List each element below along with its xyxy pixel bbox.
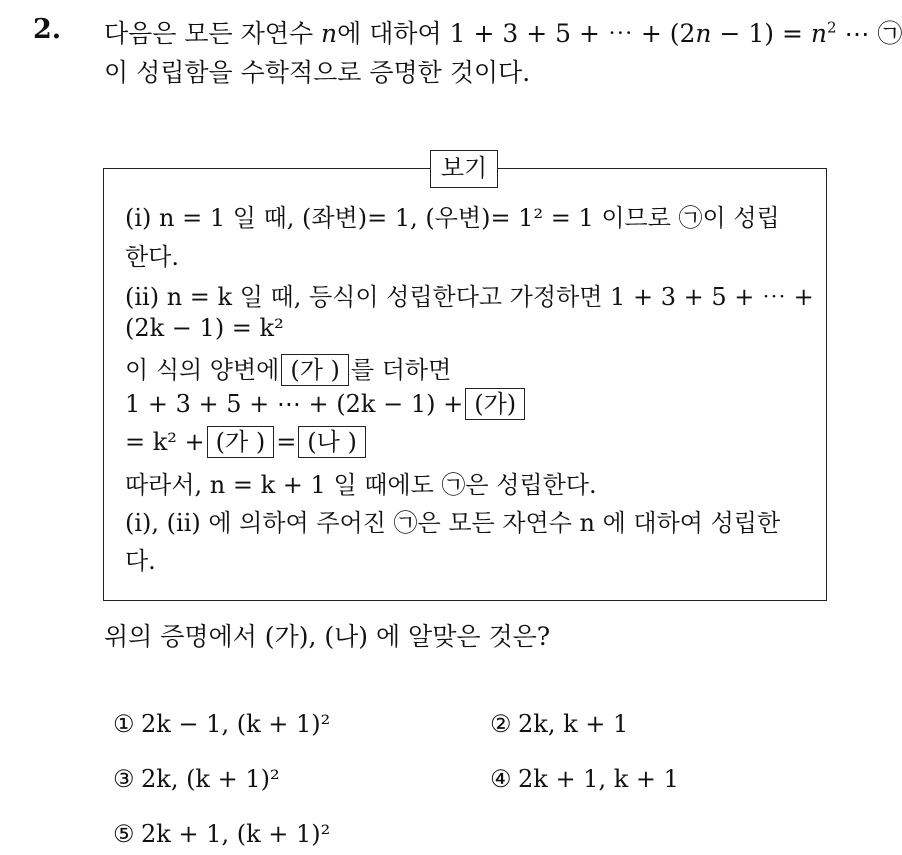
blank-na: (나 ): [298, 426, 366, 458]
proof-line-7: [125, 426, 368, 458]
choice-2-mark: ②: [490, 710, 512, 738]
proof-line-1: (i) n = 1 일 때, (좌변)= 1, (우변)= 1² = 1 이므로 ㉠이 성립: [125, 204, 780, 232]
proof-line-8: 따라서, n = k + 1 일 때에도 ㉠은 성립한다.: [125, 471, 597, 499]
proof-line-7-text-b: =: [276, 428, 297, 456]
question-prompt: 위의 증명에서 (가), (나) 에 알맞은 것은?: [104, 622, 551, 651]
blank-ga-2: (가): [465, 388, 525, 420]
stem-text-c: − 1) =: [711, 19, 811, 48]
choice-2[interactable]: [490, 710, 628, 738]
choice-3[interactable]: [113, 765, 280, 793]
proof-line-2: 한다.: [125, 243, 179, 271]
proof-line-7-text-a: = k² +: [125, 428, 205, 456]
choice-5-mark: ⑤: [113, 820, 135, 848]
proof-line-5-text-a: 이 식의 양변에: [125, 356, 280, 384]
stem-var-n-3: n: [810, 19, 827, 48]
stem-text-b: 에 대하여 1 + 3 + 5 + ⋯ + (2: [337, 19, 696, 48]
proof-line-6-text: 1 + 3 + 5 + ⋯ + (2k − 1) +: [125, 390, 464, 418]
stem-text-a: 다음은 모든 자연수: [104, 19, 322, 48]
proof-line-6: [125, 388, 527, 420]
choice-2-text: 2k, k + 1: [518, 710, 629, 738]
choice-1-mark: ①: [113, 710, 135, 738]
question-stem-line-1: [104, 14, 902, 50]
choice-4[interactable]: [490, 765, 679, 793]
blank-ga: (가 ): [281, 354, 349, 386]
stem-text-e: ⋯ ㉠: [836, 19, 902, 48]
proof-line-9: (i), (ii) 에 의하여 주어진 ㉠은 모든 자연수 n 에 대하여 성립한: [125, 509, 781, 537]
choice-5[interactable]: [113, 820, 330, 848]
choice-4-text: 2k + 1, k + 1: [518, 765, 679, 793]
stem-exponent: 2: [826, 18, 837, 37]
choice-1[interactable]: [113, 710, 330, 738]
question-stem-line-2: 이 성립함을 수학적으로 증명한 것이다.: [104, 58, 531, 87]
proof-line-5: [125, 350, 451, 386]
choice-3-mark: ③: [113, 765, 135, 793]
stem-var-n-2: n: [695, 19, 712, 48]
proof-box-title: 보기: [430, 150, 498, 188]
stem-var-n: n: [321, 19, 338, 48]
choice-4-mark: ④: [490, 765, 512, 793]
blank-ga-3: (가 ): [207, 426, 275, 458]
choice-5-text: 2k + 1, (k + 1)²: [141, 820, 331, 848]
proof-line-3: (ii) n = k 일 때, 등식이 성립한다고 가정하면 1 + 3 + 5 + ⋯ +: [125, 283, 814, 311]
question-number: 2.: [33, 14, 62, 45]
choice-1-text: 2k − 1, (k + 1)²: [141, 710, 331, 738]
proof-line-5-text-b: 를 더하면: [350, 356, 452, 384]
proof-line-10: 다.: [125, 547, 156, 575]
choice-3-text: 2k, (k + 1)²: [141, 765, 280, 793]
proof-line-4: (2k − 1) = k²: [125, 314, 284, 342]
